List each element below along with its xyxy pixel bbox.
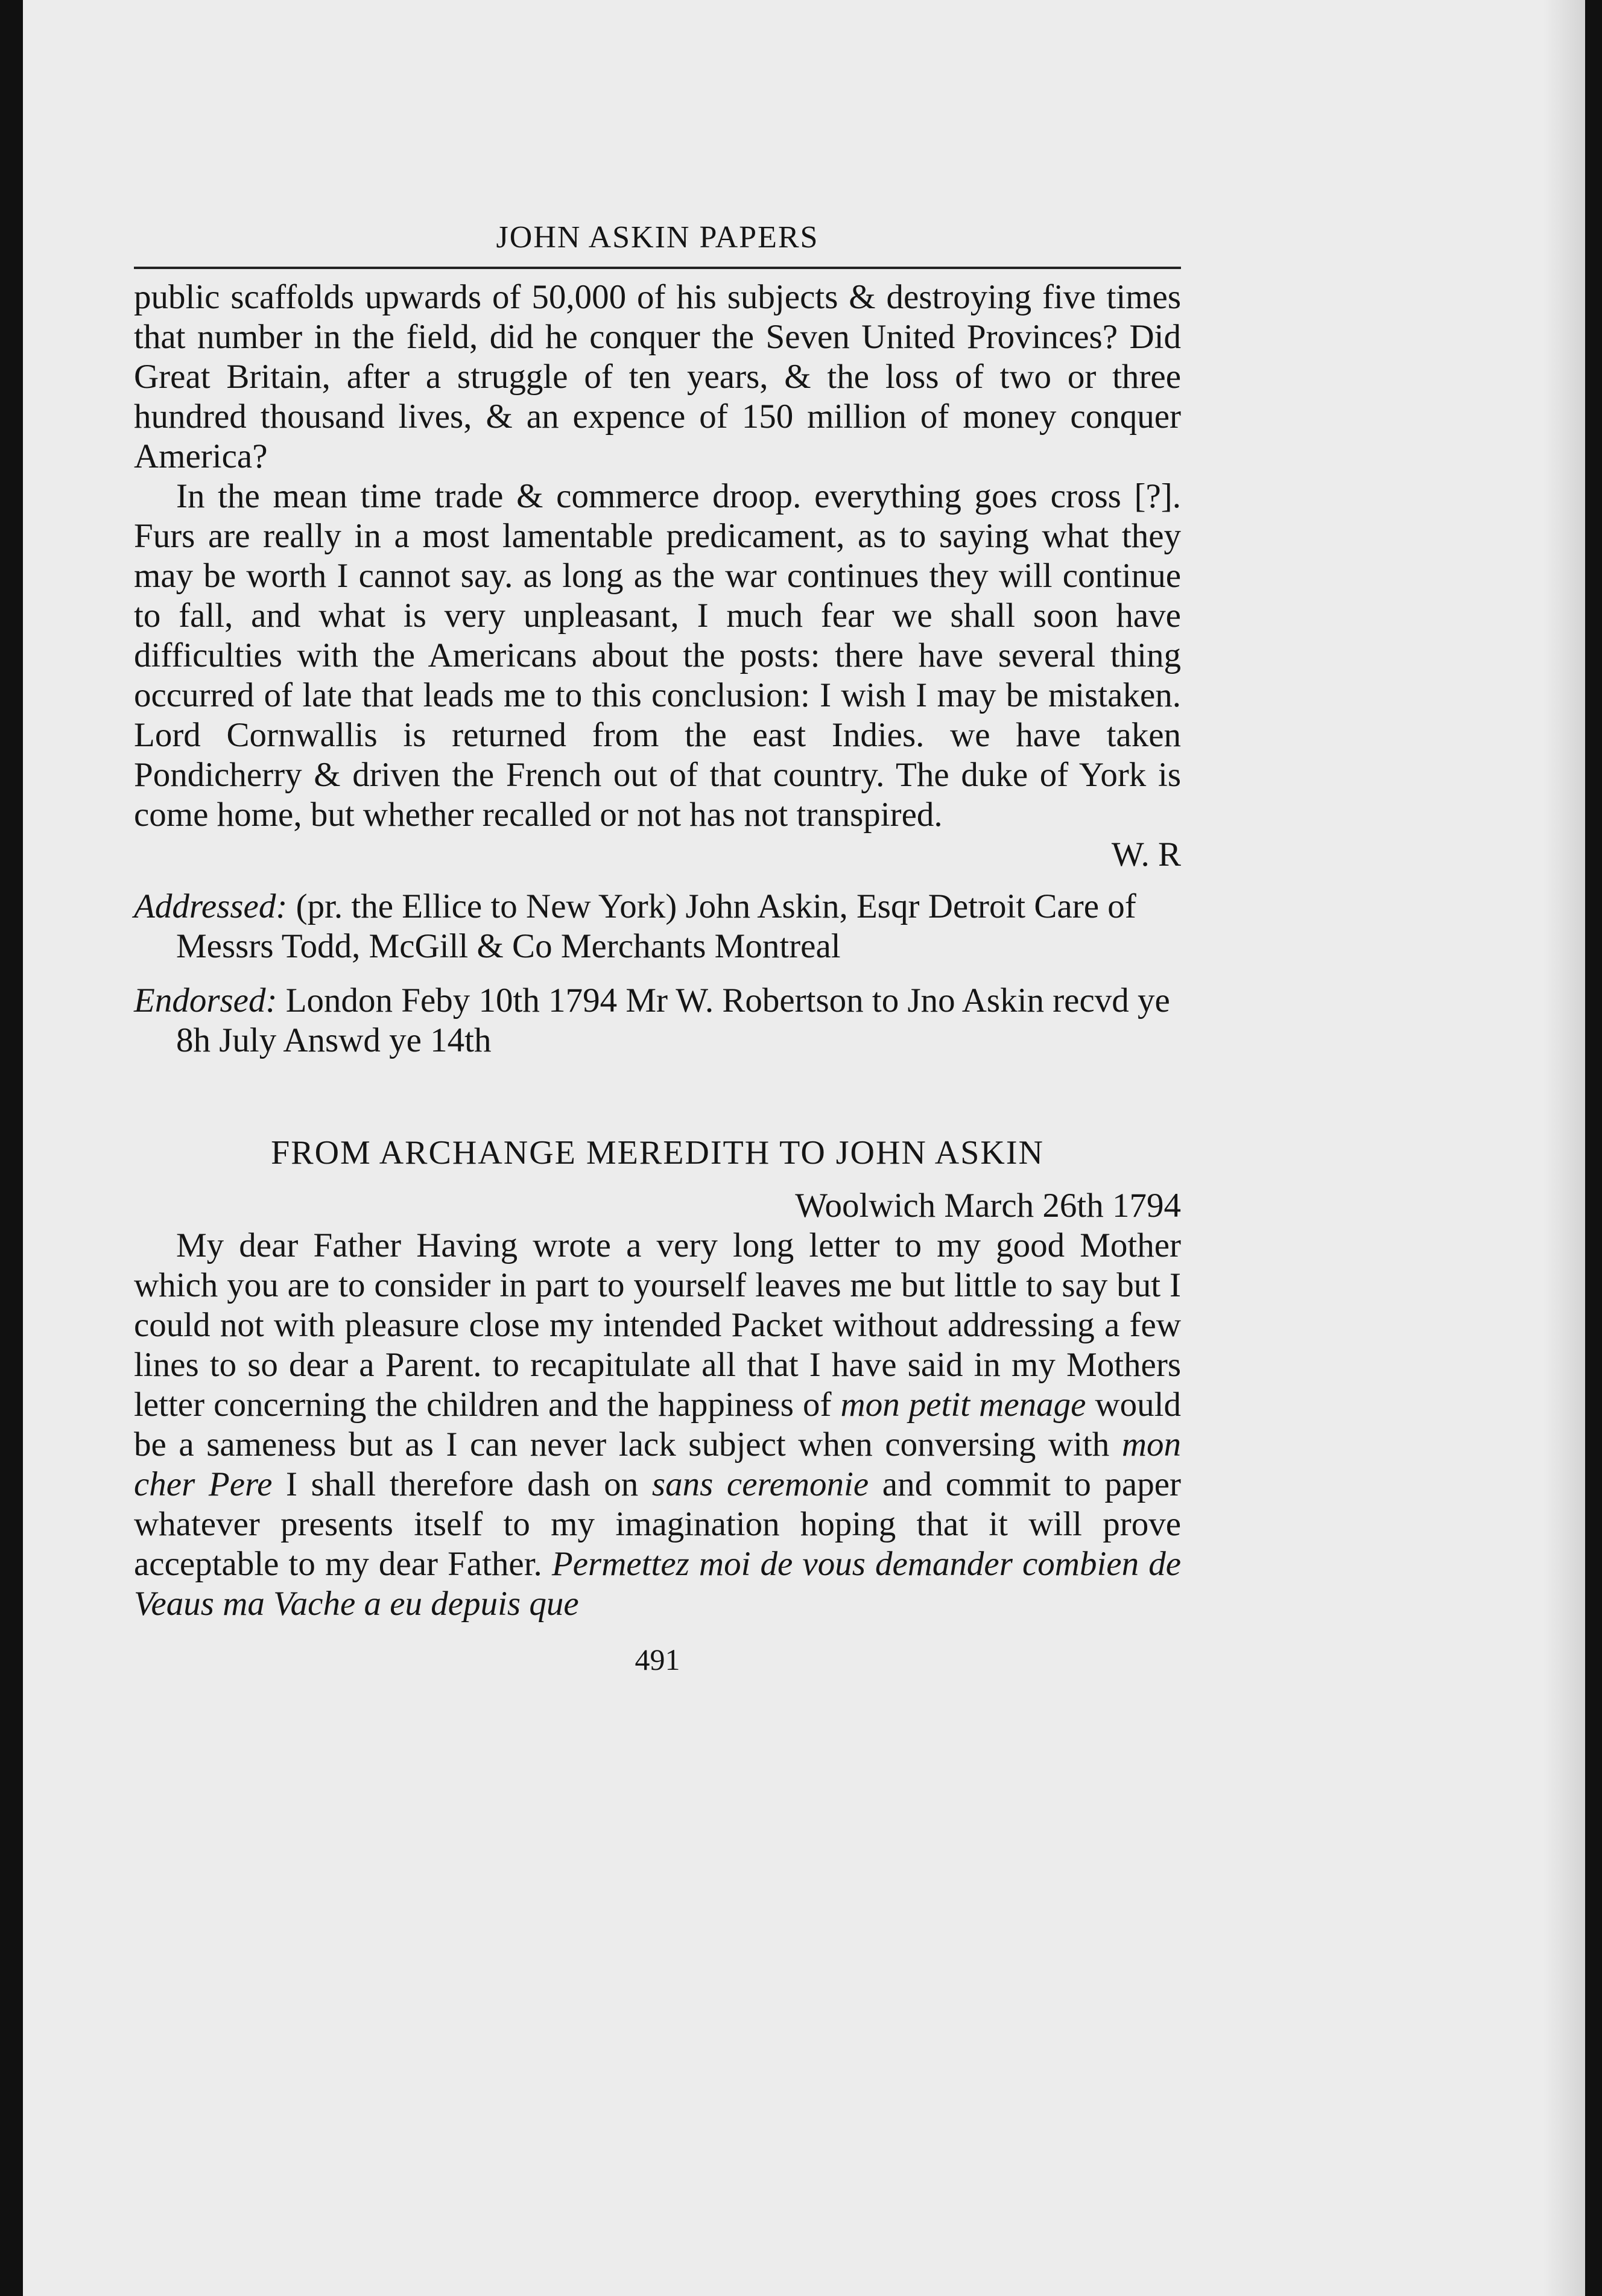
letter1-paragraph-1: public scaffolds upwards of 50,000 of his subjects & destroying five times that number in the field, did he conquer the Seven United Provinces? Did Great Britain, after a struggle of ten years, & the loss of two or three hundred thousand lives, & an expence of 150 million of money conquer America?	[134, 278, 1181, 475]
letter2-italic-2: mon cher Pere	[134, 1425, 1181, 1503]
addressed-label: Addressed:	[134, 887, 288, 925]
page-number: 491	[635, 1643, 680, 1676]
letter2-italic-1: mon petit menage	[840, 1386, 1086, 1424]
letter2-paragraph	[134, 1226, 1181, 1624]
letter2-italic-4: Permettez moi de vous demander combien de Veaus ma Vache a eu depuis que	[134, 1545, 1181, 1623]
page-content	[134, 222, 1181, 1677]
addressed-note	[134, 887, 1181, 966]
letter2-text-d: and commit to paper whatever presents itself to my imagination hoping that it will prove acceptable to my dear Father.	[134, 1465, 1182, 1583]
running-head: JOHN ASKIN PAPERS	[496, 220, 819, 255]
endorsed-label: Endorsed:	[134, 982, 277, 1020]
letter2-text-b: would be a sameness but as I can never lack subject when conversing with	[134, 1386, 1181, 1464]
book-page	[23, 0, 1585, 2296]
endorsed-note	[134, 981, 1181, 1061]
endorsed-text: London Feby 10th 1794 Mr W. Robertson to Jno Askin recvd ye 8h July Answd ye 14th	[176, 982, 1170, 1059]
addressed-text: (pr. the Ellice to New York) John Askin, Esqr Detroit Care of Messrs Todd, McGill & Co Merchants Montreal	[176, 887, 1136, 965]
letter2-heading: FROM ARCHANGE MEREDITH TO JOHN ASKIN	[271, 1134, 1044, 1172]
letter2-dateline: Woolwich March 26th 1794	[795, 1187, 1181, 1225]
letter1-paragraph-2: In the mean time trade & commerce droop. everything goes cross [?]. Furs are really in a most lamentable predicament, as to saying what they may be worth I cannot say. as long as the war continues they will continue to fall, and what is very unpleasant, I much fear we shall soon have difficulties with the Americans about the posts: there have several thing occurred of late that leads me to this conclusion: I wish I may be mistaken. Lord Cornwallis is returned from the east Indies. we have taken Pondicherry & driven the French out of that country. The duke of York is come home, but whether recalled or not has not transpired.	[134, 477, 1181, 834]
header-rule	[134, 267, 1181, 269]
letter2-text-c: I shall therefore dash on	[286, 1465, 639, 1503]
letter2-italic-3: sans ceremonie	[651, 1465, 869, 1503]
letter1-signature: W. R	[1111, 836, 1181, 874]
letter2-text-a: My dear Father Having wrote a very long letter to my good Mother which you are to consider in part to yourself leaves me but little to say but I could not with pleasure close my intended Packet without addressing a few lines to so dear a Parent. to recapitulate all that I have said in my Mothers letter concerning the children and the happiness of	[134, 1226, 1181, 1424]
